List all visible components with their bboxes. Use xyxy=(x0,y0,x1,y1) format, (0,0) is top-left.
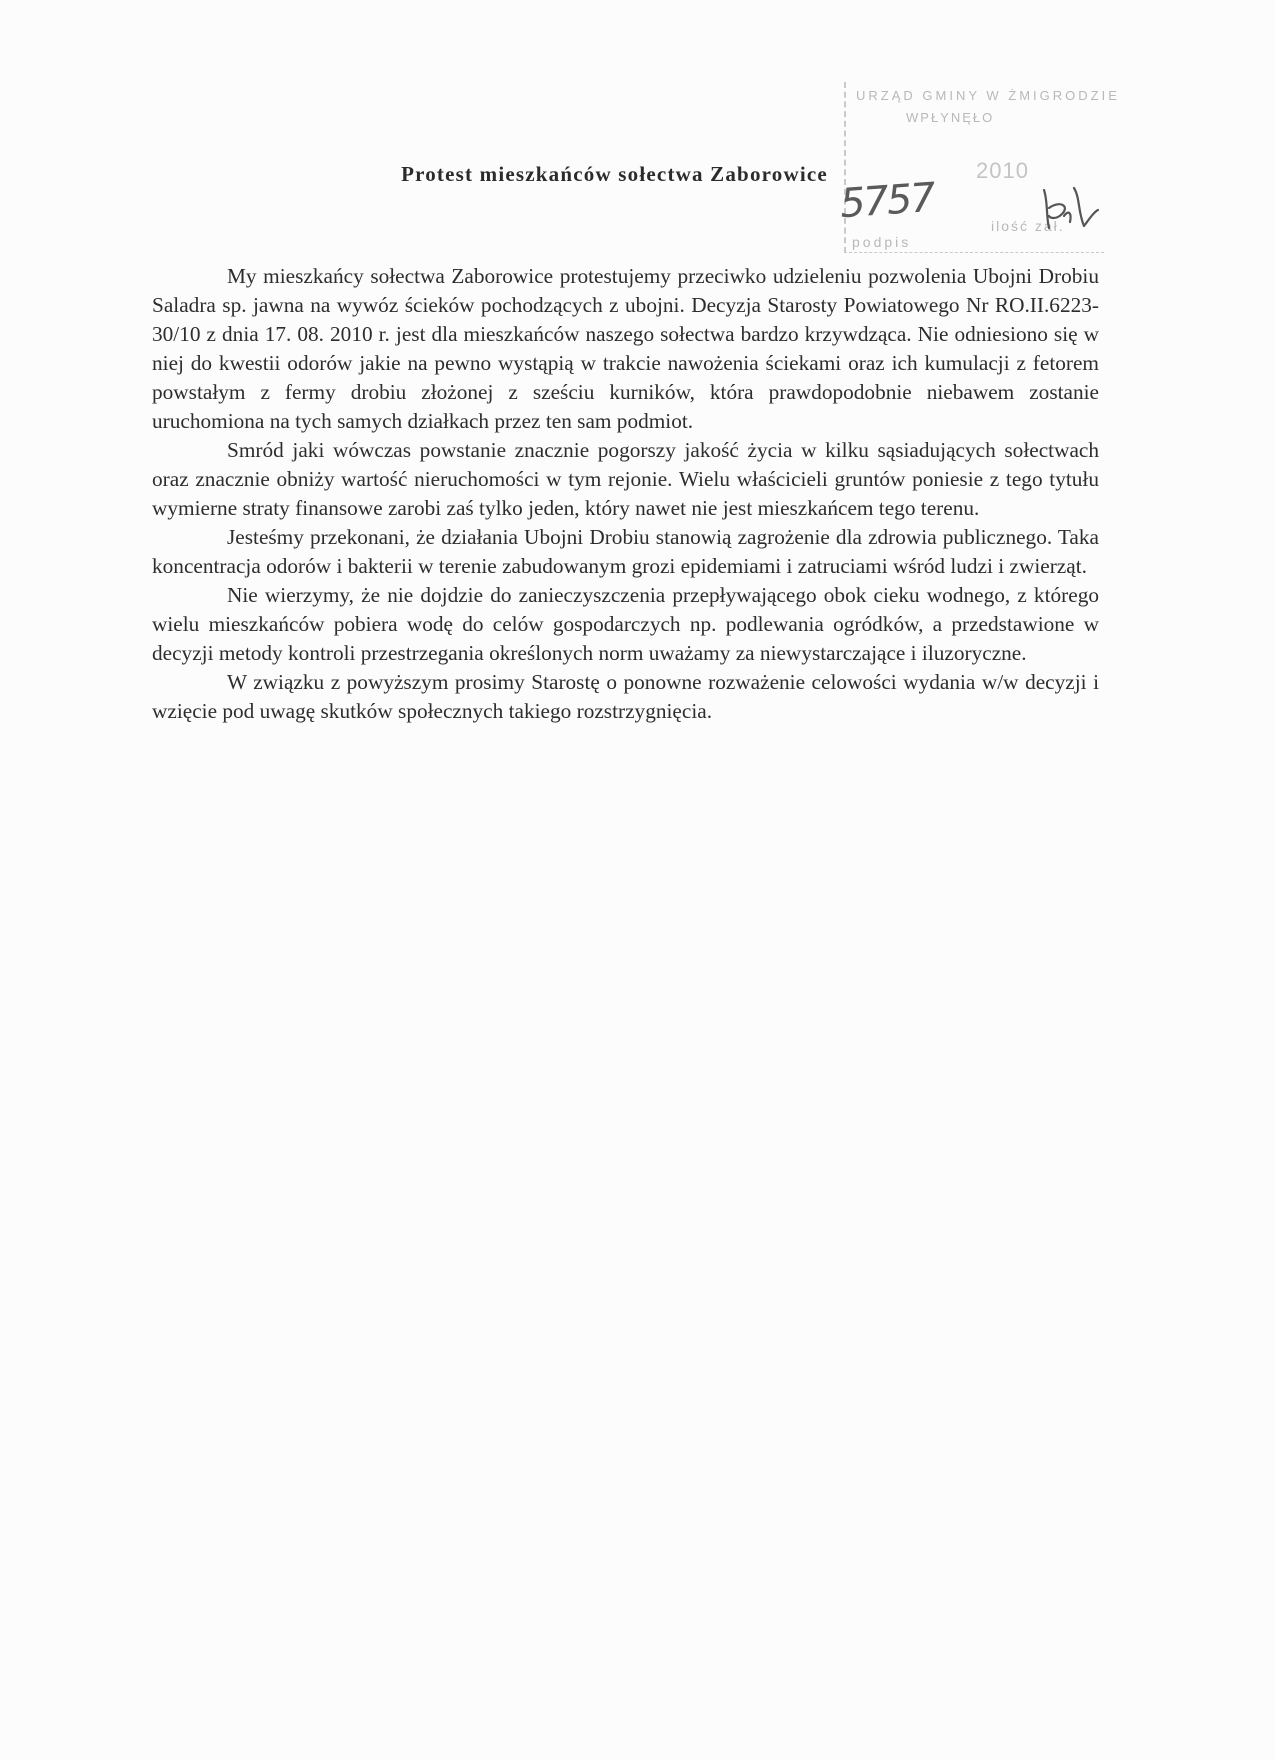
paragraph: Jesteśmy przekonani, że działania Ubojni Drobiu stanowią zagrożenie dla zdrowia publicznego. Taka koncentracja odorów i bakterii w terenie zabudowanym grozi epidemiami i zatruciami wśród ludzi i zwierząt. xyxy=(152,525,1099,578)
paragraph: W związku z powyższym prosimy Starostę o ponowne rozważenie celowości wydania w/w decyzji i wzięcie pod uwagę skutków społecznych takiego rozstrzygnięcia. xyxy=(152,670,1099,723)
paragraph: My mieszkańcy sołectwa Zaborowice protestujemy przeciwko udzieleniu pozwolenia Ubojni Drobiu Saladra sp. jawna na wywóz ścieków pochodzących z ubojni. Decyzja Starosty Powiatowego Nr RO.II.6223-30/10 z dnia 17. 08. 2010 r. jest dla mieszkańców naszego sołectwa bardzo krzywdząca. Nie odniesiono się w niej do kwestii odorów jakie na pewno wystąpią w trakcie nawożenia ściekami oraz ich kumulacji z fetorem powstałym z fermy drobiu złożonej z sześciu kurników, która prawdopodobnie niebawem zostanie uruchomiona na tych samych działkach przez ten sam podmiot. xyxy=(152,264,1099,433)
stamp-handwritten-number: 5757 xyxy=(838,174,936,228)
document-body xyxy=(152,262,1099,726)
stamp-signature-label: podpis xyxy=(852,234,912,250)
stamp-office-line: URZĄD GMINY W ŻMIGRODZIE xyxy=(856,88,1120,103)
stamp-attachments-label: ilość zał. xyxy=(991,218,1065,234)
stamp-received-line: WPŁYNĘŁO xyxy=(906,110,995,125)
document-title: Protest mieszkańców sołectwa Zaborowice xyxy=(401,162,828,186)
handwritten-initials-icon xyxy=(1034,182,1104,234)
paragraph: Smród jaki wówczas powstanie znacznie pogorszy jakość życia w kilku sąsiadujących sołectwach oraz znacznie obniży wartość nieruchomości w tym rejonie. Wielu właścicieli gruntów poniesie z tego tytułu wymierne straty finansowe zarobi zaś tylko jeden, który nawet nie jest mieszkańcem tego terenu. xyxy=(152,438,1099,520)
paragraph: Nie wierzymy, że nie dojdzie do zanieczyszczenia przepływającego obok cieku wodnego, z którego wielu mieszkańców pobiera wodę do celów gospodarczych np. podlewania ogródków, a przedstawione w decyzji metody kontroli przestrzegania określonych norm uważamy za niewystarczające i iluzoryczne. xyxy=(152,583,1099,665)
stamp-date: 2010 xyxy=(976,158,1029,183)
